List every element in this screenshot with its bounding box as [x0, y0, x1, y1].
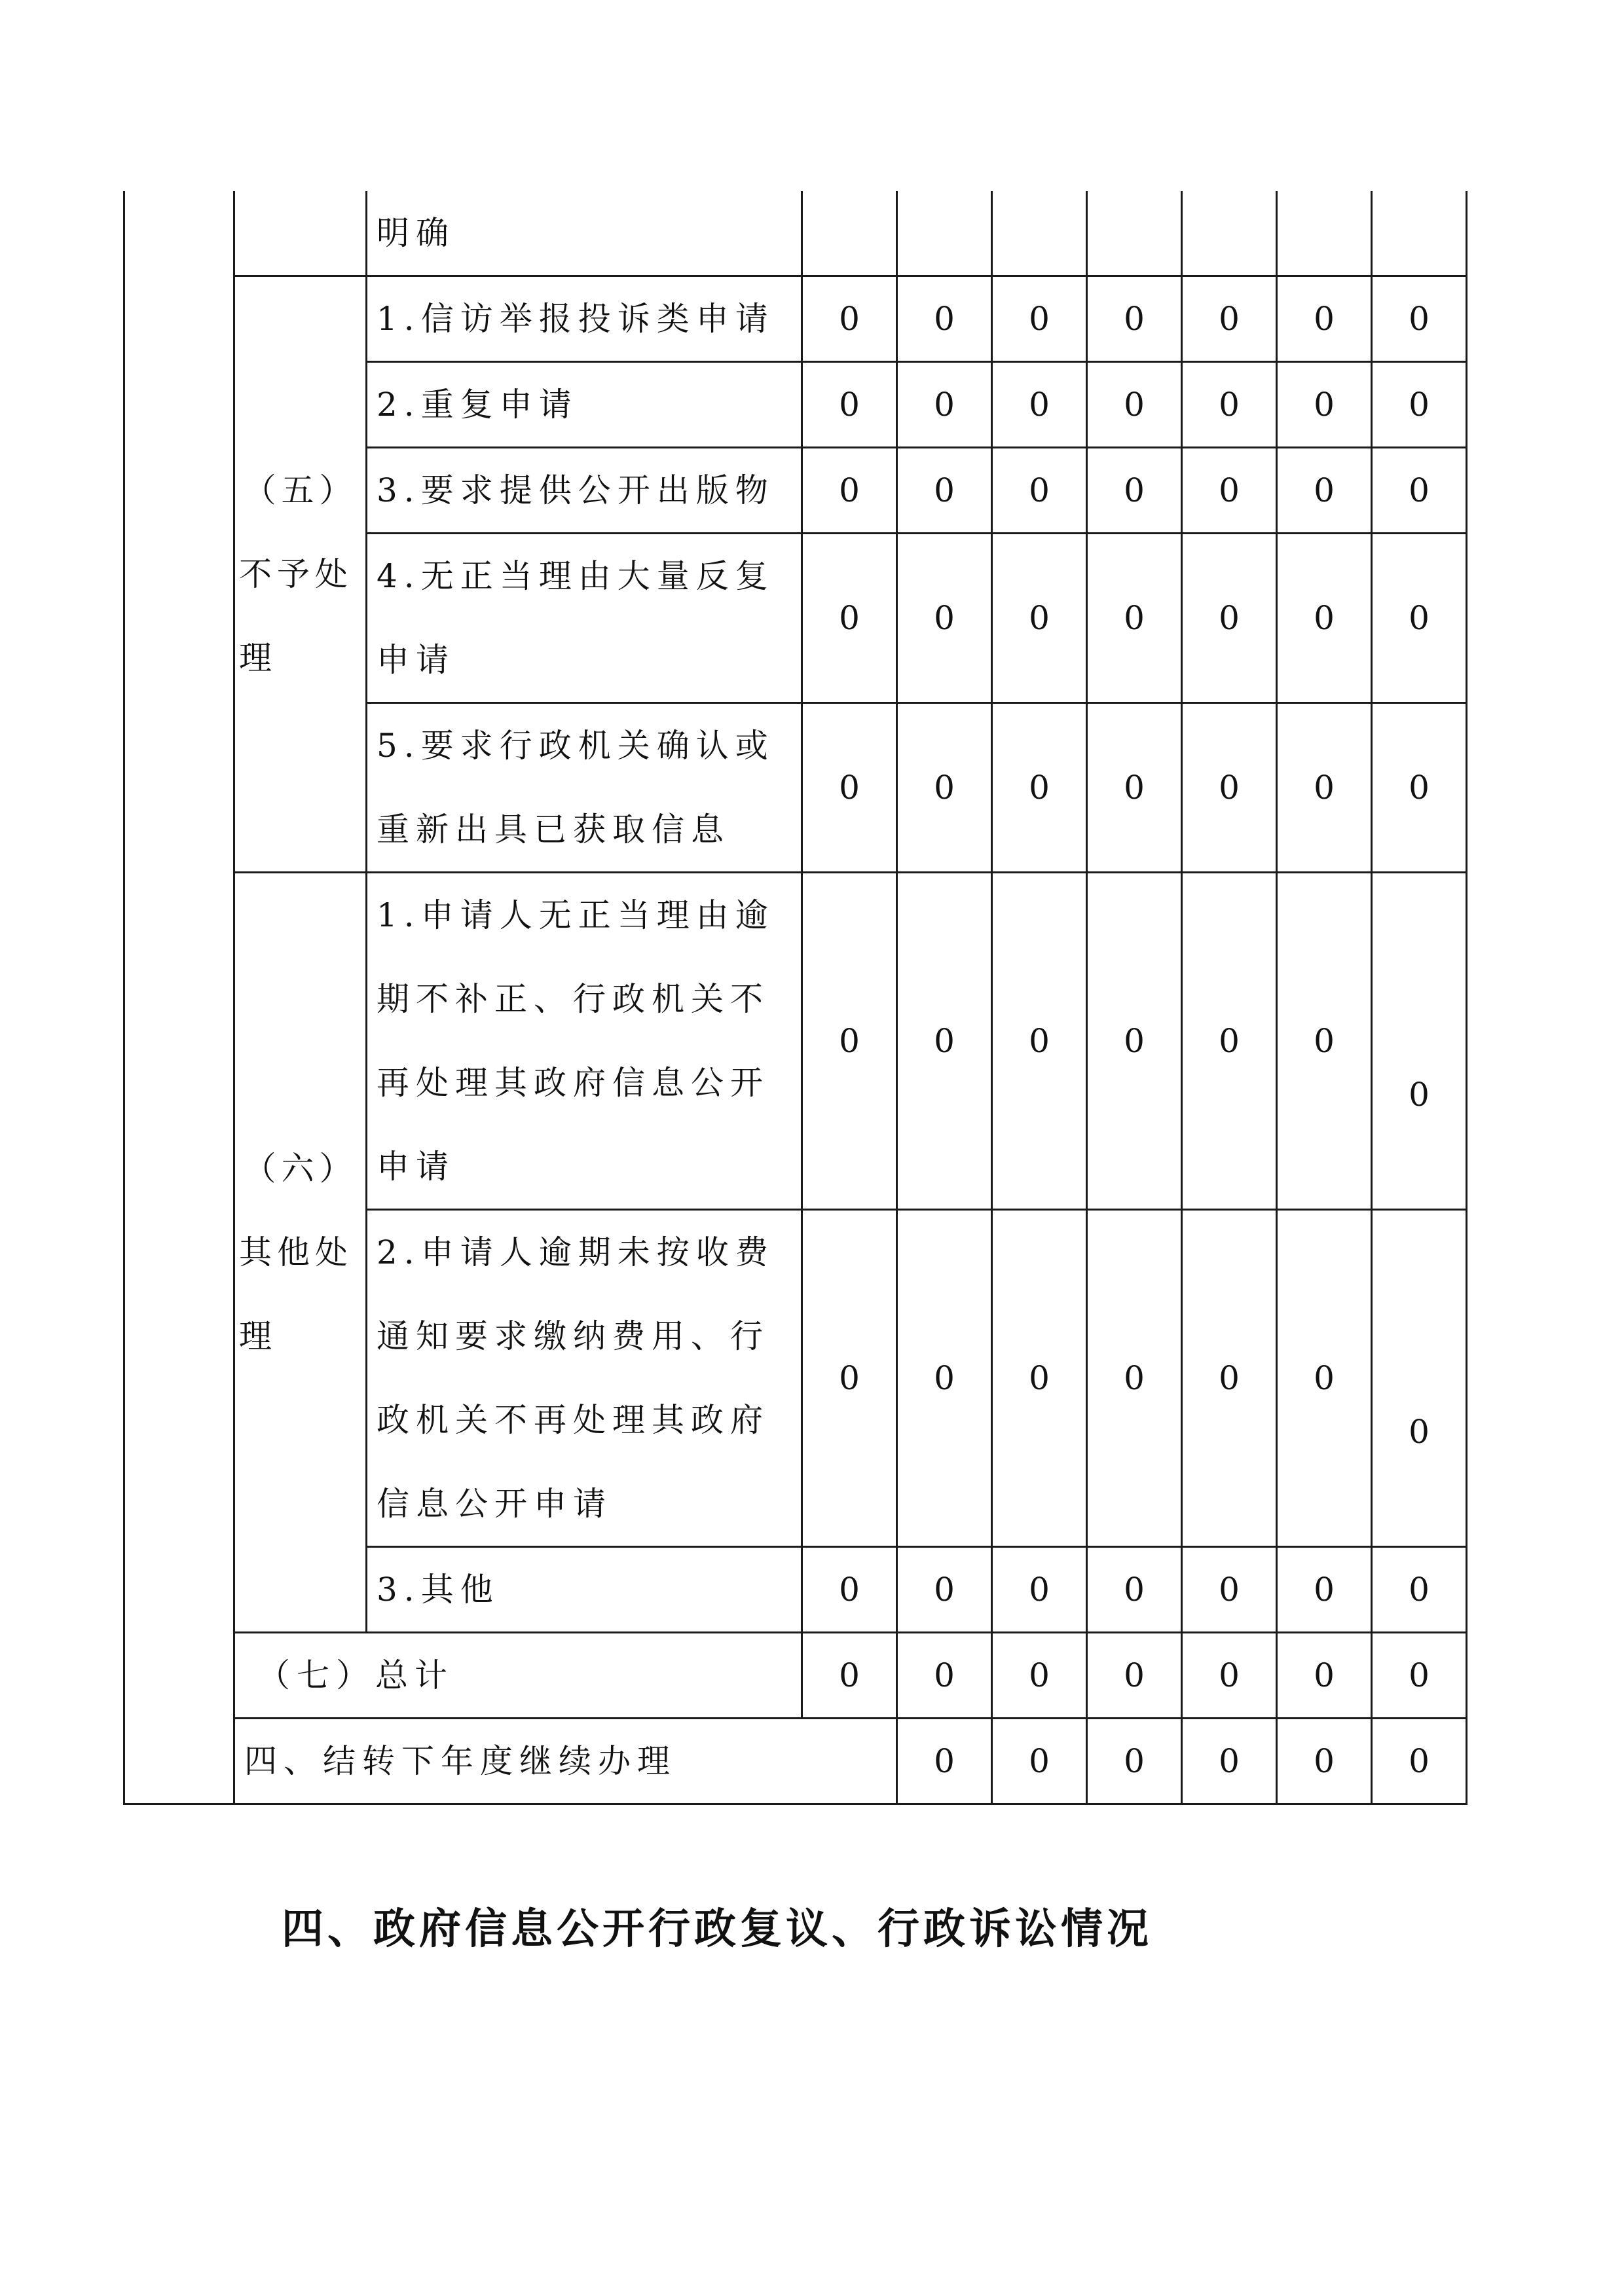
value-cell: 0 [1087, 1633, 1182, 1719]
table-row [124, 276, 1467, 362]
section-heading: 四、政府信息公开行政复议、行政诉讼情况 [282, 1904, 1153, 1954]
value-cell: 0 [1372, 1547, 1467, 1633]
row-label: 1.申请人无正当理由逾期不补正、行政机关不再处理其政府信息公开申请 [367, 873, 802, 1210]
category-cell-continued [234, 191, 367, 276]
value-cell: 0 [992, 362, 1087, 448]
value-cell: 0 [992, 448, 1087, 534]
value-cell: 0 [1087, 1719, 1182, 1804]
value-cell: 0 [1087, 534, 1182, 703]
value-cell: 0 [1182, 873, 1277, 1210]
value-cell: 0 [897, 873, 992, 1210]
value-cell: 0 [992, 1719, 1087, 1804]
value-cell: 0 [1087, 448, 1182, 534]
value-cell: 0 [802, 873, 897, 1210]
table-row-mingque [124, 191, 1467, 276]
value-cell: 0 [1277, 448, 1372, 534]
value-cell: 0 [897, 1210, 992, 1547]
category-label-other-processing [234, 873, 367, 1633]
value-cell: 0 [992, 1210, 1087, 1547]
value-cell: 0 [1182, 1547, 1277, 1633]
value-cell: 0 [802, 1547, 897, 1633]
outer-category-cell [124, 191, 234, 1804]
value-cell: 0 [992, 1547, 1087, 1633]
value-cell: 0 [802, 1633, 897, 1719]
category-number: （五） [243, 471, 358, 509]
table-row-total [124, 1633, 1467, 1719]
row-label: 3.要求提供公开出版物 [367, 448, 802, 534]
category-number: （六） [243, 1150, 358, 1188]
value-cell: 0 [897, 703, 992, 873]
value-cell: 0 [897, 1633, 992, 1719]
value-cell: 0 [992, 534, 1087, 703]
value-cell: 0 [1087, 1210, 1182, 1547]
value-cell: 0 [1087, 1547, 1182, 1633]
row-label: 2.申请人逾期未按收费通知要求缴纳费用、行政机关不再处理其政府信息公开申请 [367, 1210, 802, 1547]
value-cell: 0 [1372, 276, 1467, 362]
value-cell: 0 [897, 448, 992, 534]
value-cell: 0 [1277, 362, 1372, 448]
value-cell: 0 [1182, 1210, 1277, 1547]
row-label: 2.重复申请 [367, 362, 802, 448]
row-label: 1.信访举报投诉类申请 [367, 276, 802, 362]
row-label: 5.要求行政机关确认或重新出具已获取信息 [367, 703, 802, 873]
value-cell: 0 [1087, 703, 1182, 873]
value-cell: 0 [897, 1547, 992, 1633]
value-cell: 0 [1087, 276, 1182, 362]
category-label-no-processing [234, 276, 367, 873]
table-row-carryover [124, 1719, 1467, 1804]
value-cell: 0 [802, 1210, 897, 1547]
total-label: （七）总计 [234, 1633, 802, 1719]
row-label: 明确 [367, 191, 802, 276]
value-cell: 0 [1372, 703, 1467, 873]
value-cell: 0 [1372, 1210, 1467, 1547]
row-label: 4.无正当理由大量反复申请 [367, 534, 802, 703]
table-row [124, 873, 1467, 1210]
carryover-label: 四、结转下年度继续办理 [234, 1719, 897, 1804]
value-cell: 0 [802, 534, 897, 703]
value-cell: 0 [1372, 362, 1467, 448]
row-label: 3.其他 [367, 1547, 802, 1633]
value-cell: 0 [992, 703, 1087, 873]
value-cell: 0 [992, 1633, 1087, 1719]
value-cell: 0 [1372, 448, 1467, 534]
value-cell: 0 [1277, 1210, 1372, 1547]
value-cell: 0 [802, 276, 897, 362]
value-cell: 0 [1182, 362, 1277, 448]
value-cell: 0 [1277, 276, 1372, 362]
value-cell: 0 [1372, 1633, 1467, 1719]
value-cell: 0 [1182, 703, 1277, 873]
value-cell: 0 [802, 362, 897, 448]
application-handling-table [123, 191, 1467, 1805]
value-cell: 0 [1372, 534, 1467, 703]
value-cell: 0 [1277, 1633, 1372, 1719]
value-cell: 0 [802, 703, 897, 873]
value-cell: 0 [1372, 873, 1467, 1210]
value-cell: 0 [897, 362, 992, 448]
value-cell: 0 [802, 448, 897, 534]
value-cell: 0 [1277, 703, 1372, 873]
value-cell: 0 [1182, 276, 1277, 362]
value-cell: 0 [992, 873, 1087, 1210]
value-cell: 0 [1182, 1719, 1277, 1804]
value-cell: 0 [897, 534, 992, 703]
value-cell: 0 [1182, 534, 1277, 703]
value-cell: 0 [1087, 362, 1182, 448]
value-cell: 0 [1277, 1547, 1372, 1633]
category-text: 不予处理 [239, 555, 353, 677]
value-cell: 0 [1182, 1633, 1277, 1719]
value-cell: 0 [1087, 873, 1182, 1210]
value-cell: 0 [992, 276, 1087, 362]
category-text: 其他处理 [239, 1233, 353, 1355]
value-cell: 0 [897, 276, 992, 362]
value-cell: 0 [1277, 873, 1372, 1210]
value-cell: 0 [1372, 1719, 1467, 1804]
value-cell: 0 [1277, 534, 1372, 703]
value-cell: 0 [1182, 448, 1277, 534]
value-cell: 0 [1277, 1719, 1372, 1804]
value-cell: 0 [897, 1719, 992, 1804]
